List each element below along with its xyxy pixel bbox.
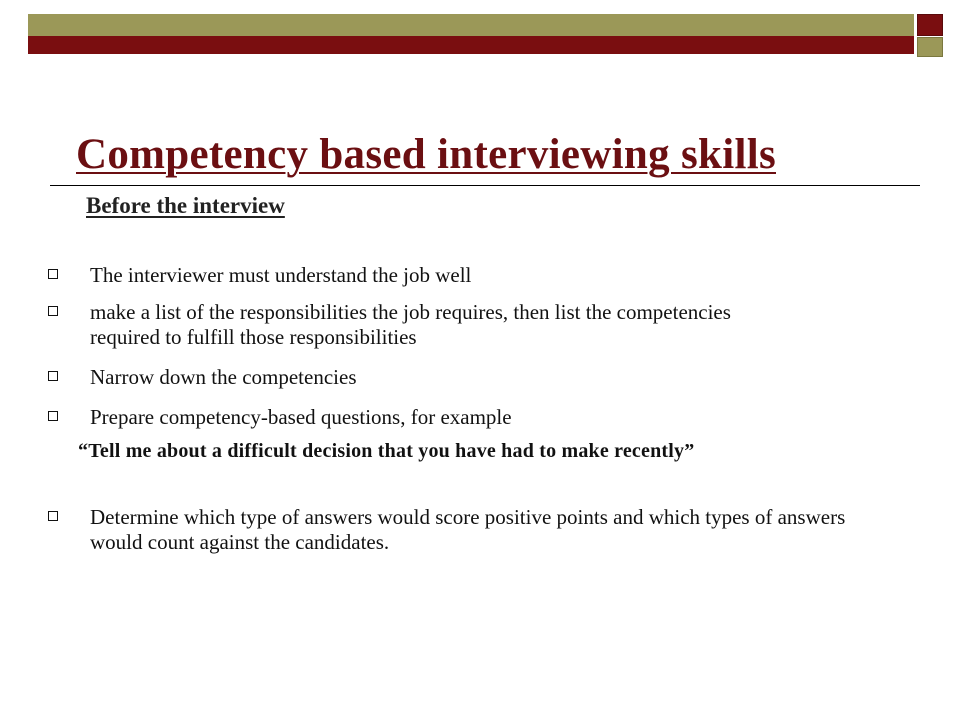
bullet-text: Narrow down the competencies — [90, 365, 357, 389]
hollow-square-bullet-icon — [48, 371, 58, 381]
hollow-square-bullet-icon — [48, 306, 58, 316]
corner-square-maroon — [917, 14, 943, 36]
hollow-square-bullet-icon — [48, 269, 58, 279]
top-decorative-bar — [0, 0, 960, 60]
corner-square-olive — [917, 37, 943, 57]
example-question-quote: “Tell me about a difficult decision that you have had to make recently” — [78, 440, 695, 462]
olive-band — [28, 14, 914, 36]
hollow-square-bullet-icon — [48, 511, 58, 521]
bullet-text: Determine which type of answers would score positive points and which types of answers would count against the candidates. — [90, 505, 846, 554]
bullet-text: The interviewer must understand the job well — [90, 263, 472, 287]
bullet-text: make a list of the responsibilities the job requires, then list the competencies required to fulfill those responsibilities — [90, 300, 731, 349]
slide-subtitle: Before the interview — [86, 193, 285, 218]
maroon-band — [28, 36, 914, 54]
title-divider — [50, 185, 920, 186]
hollow-square-bullet-icon — [48, 411, 58, 421]
slide-title: Competency based interviewing skills — [76, 131, 776, 178]
bullet-text: Prepare competency-based questions, for example — [90, 405, 512, 429]
